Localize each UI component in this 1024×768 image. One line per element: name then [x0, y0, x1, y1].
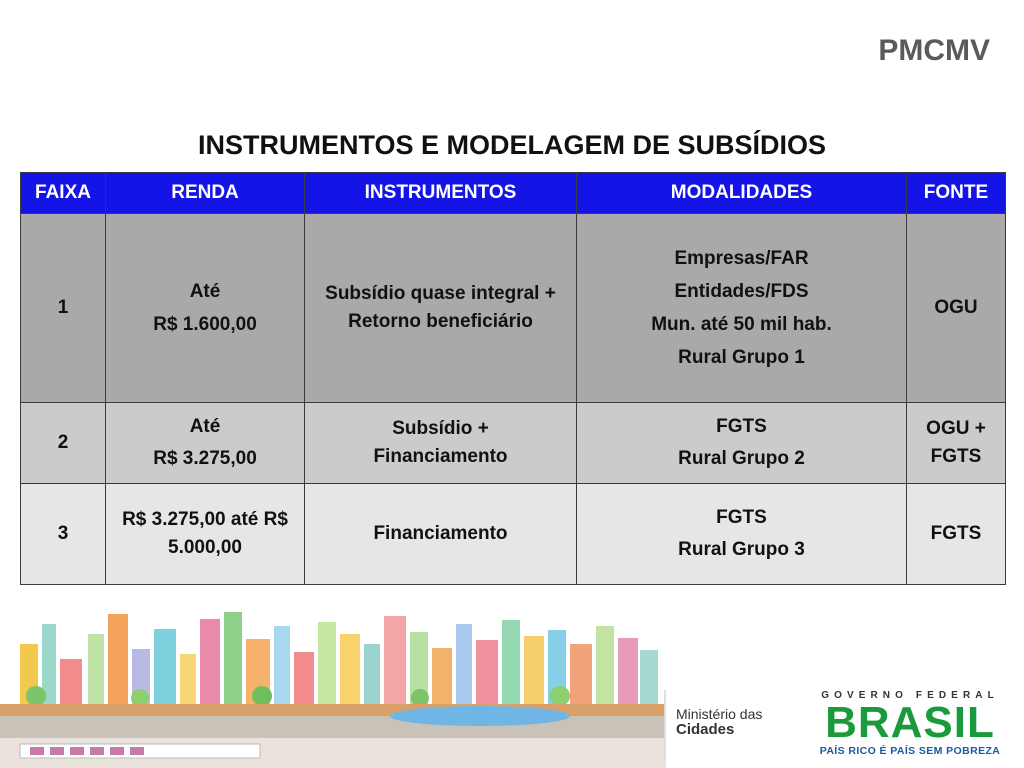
ministerio-line2: Cidades [676, 721, 735, 738]
renda-line: Até [189, 280, 221, 302]
cell-fonte: OGU [907, 214, 1006, 403]
table-row [21, 214, 1006, 403]
instrumentos-text: Subsídio + Financiamento [373, 418, 508, 467]
table-row [21, 484, 1006, 585]
column-header-renda: RENDA [106, 173, 305, 214]
table-header-row [21, 173, 1006, 214]
cell-instrumentos: Financiamento [305, 484, 577, 585]
cell-instrumentos [305, 403, 577, 484]
gov-line3: PAÍS RICO É PAÍS SEM POBREZA [819, 745, 1001, 757]
governo-federal-logo [808, 690, 1012, 757]
modalidade-line: FGTS [716, 416, 767, 437]
modalidade-line: Entidades/FDS [674, 280, 809, 302]
column-header-modalidades: MODALIDADES [577, 173, 907, 214]
city-skyline-image [0, 604, 666, 768]
column-header-faixa: FAIXA [21, 173, 106, 214]
renda-line: R$ 3.275,00 [153, 448, 257, 469]
ministerio-logo [676, 706, 786, 738]
modalidade-line: Rural Grupo 3 [678, 539, 805, 560]
column-header-instrumentos: INSTRUMENTOS [305, 173, 577, 214]
cell-modalidades [577, 214, 907, 403]
gov-line1: GOVERNO FEDERAL [821, 690, 999, 701]
cell-fonte [907, 403, 1006, 484]
modalidade-line: Rural Grupo 1 [678, 346, 805, 368]
brand-label: PMCMV [878, 34, 990, 67]
cell-modalidades [577, 484, 907, 585]
modalidade-line: Mun. até 50 mil hab. [651, 313, 832, 335]
page-title: INSTRUMENTOS E MODELAGEM DE SUBSÍDIOS [197, 130, 827, 160]
renda-line: Até [189, 416, 221, 437]
cell-fonte: FGTS [907, 484, 1006, 585]
renda-text: R$ 3.275,00 até R$ 5.000,00 [122, 509, 288, 558]
footer-separator [664, 690, 666, 760]
cell-renda [106, 214, 305, 403]
subsidy-table [20, 172, 1006, 585]
city-illustration [0, 604, 666, 768]
table-row [21, 403, 1006, 484]
ministerio-line1: Ministério das [676, 706, 763, 722]
renda-line: R$ 1.600,00 [153, 313, 257, 335]
cell-instrumentos [305, 214, 577, 403]
cell-faixa: 1 [21, 214, 106, 403]
modalidade-line: Empresas/FAR [674, 247, 809, 269]
column-header-fonte: FONTE [907, 173, 1006, 214]
cell-renda [106, 403, 305, 484]
fonte-text: OGU + FGTS [926, 418, 986, 467]
gov-line2: BRASIL [825, 698, 995, 747]
instrumentos-text: Subsídio quase integral + Retorno beneficiário [325, 283, 556, 332]
cell-modalidades [577, 403, 907, 484]
modalidade-line: FGTS [716, 507, 767, 528]
cell-renda [106, 484, 305, 585]
cell-faixa: 2 [21, 403, 106, 484]
modalidade-line: Rural Grupo 2 [678, 448, 805, 469]
cell-faixa: 3 [21, 484, 106, 585]
